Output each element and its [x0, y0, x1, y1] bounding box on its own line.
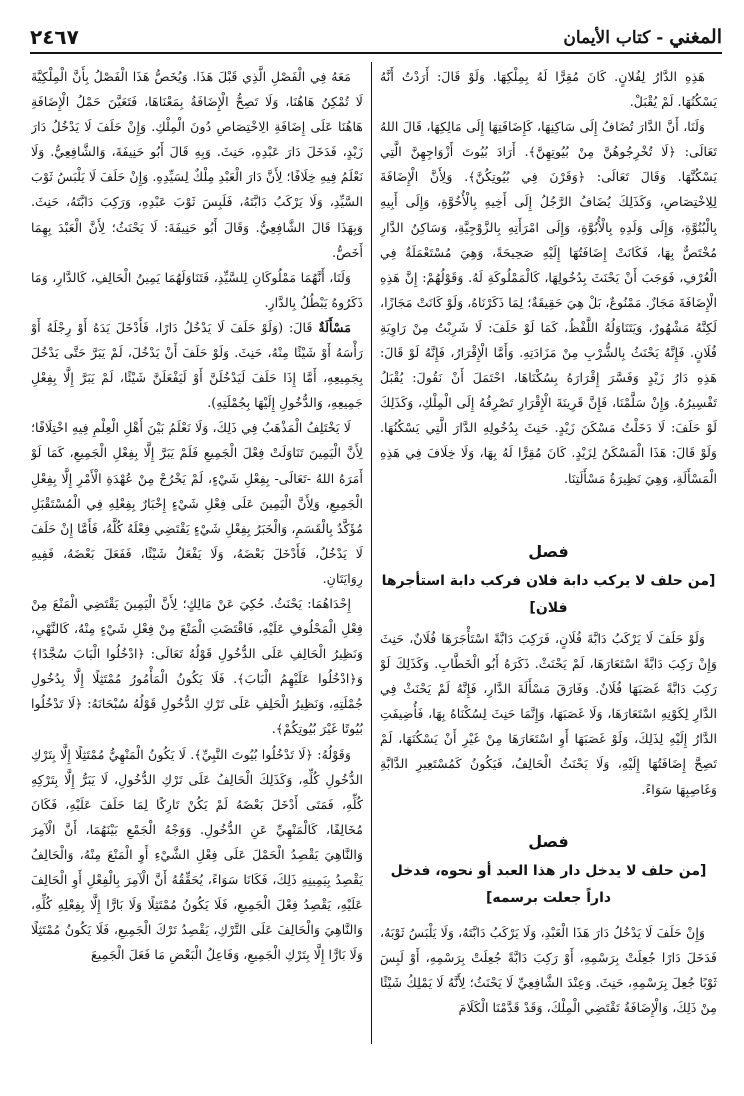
- page-header: [30, 22, 722, 54]
- paragraph: وَقَوْلُهُ: ﴿لَا تَدْخُلُوا بُيُوتَ النَّبِيِّ﴾. لَا يَكُونُ الْمَنْهِيُّ مُمْتَثِلًا إِلَّا بِتَرْكِ الدُّخُولِ كُلِّهِ، وَكَذَلِكَ الْحَالِفُ عَلَى تَرْكِ الدُّخُولِ، لَا يَبَرُّ إِلَّا بِتَرْكِهِ كُلِّهِ، فَمَتَى أَدْخَلَ بَعْضَهُ لَمْ يَكُنْ تَارِكًا لِمَا حَلَفَ عَلَيْهِ، فَكَانَ مُخَالِفًا، كَالْمَنْهِيِّ عَنِ الدُّخُولِ. وَوَجْهُ الْجَمْعِ بَيْنَهُمَا، أَنَّ الْآمِرَ وَالنَّاهِيَ يَقْصِدُ الْحَمْلَ عَلَى فِعْلِ الشَّيْءِ أَوِ الْمَنْعَ مِنْهُ، وَالْحَالِفُ يَقْصِدُ بِيَمِينِهِ ذَلِكَ، فَكَانَا سَوَاءً، يُحَقِّقُهُ أَنَّ الْآمِرَ بِالْفِعْلِ أَوِ الْحَالِفَ عَلَيْهِ، يَقْصِدُ فِعْلَ الْجَمِيعِ، فَلَا يَكُونُ مُمْتَثِلًا وَلَا بَارًّا إِلَّا بِفِعْلِهِ كُلِّهِ، وَالنَّاهِيَ وَالْحَالِفَ عَلَى التَّرْكِ، يَقْصِدُ تَرْكَ الْجَمِيعِ، فَلَا يَكُونُ مُمْتَثِلًا وَلَا بَارًّا إِلَّا بِتَرْكِ الْجَمِيعِ، وَفَاعِلُ الْبَعْضِ مَا فَعَلَ الْجَمِيعَ: [31, 746, 363, 963]
- section-body: [380, 626, 717, 826]
- book-title: المغني: [669, 26, 722, 48]
- page-number: ٢٤٦٧: [30, 25, 79, 49]
- chapter-title: كتاب الأيمان: [563, 28, 651, 48]
- paragraph: مَعَهُ فِي الْفَصْلِ الَّذِي قَبْلَ هَذَا. وَيُخَصُّ هَذَا الْفَصْلُ بِأَنَّ الْمِلْكِيَّةَ لَا تُمْكِنُ هَاهُنَا، وَلَا تَصِحُّ الْإِضَافَةُ بِمَعْنَاهَا، فَتَعَيَّنَ حَمْلُ الْإِضَافَةِ هَاهُنَا عَلَى إِضَافَةِ الِاخْتِصَاصِ دُونَ الْمِلْكِ. وَإِنْ حَلَفَ لَا يَدْخُلُ دَارَ زَيْدٍ، فَدَخَلَ دَارَ عَبْدِهِ، حَنِثَ. وَبِهِ قَالَ أَبُو حَنِيفَةَ، وَالشَّافِعِيُّ. وَلَا نَعْلَمُ فِيهِ خِلَافًا؛ لِأَنَّ دَارَ الْعَبْدِ مِلْكٌ لِسَيِّدِهِ. وَإِنْ حَلَفَ لَا يَلْبَسُ ثَوْبَ السَّيِّدِ، وَلَا يَرْكَبُ دَابَّتَهُ، فَلَبِسَ ثَوْبَ عَبْدِهِ، وَرَكِبَ دَابَّتَهُ، حَنِثَ. وَبِهَذَا قَالَ الشَّافِعِيُّ. وَقَالَ أَبُو حَنِيفَةَ: لَا يَحْنَثُ؛ لِأَنَّ الْعَبْدَ بِهِمَا أَخَصُّ.: [31, 69, 363, 260]
- masala-label: مَسْأَلَةٌ: [318, 319, 351, 335]
- right-column: [380, 64, 717, 544]
- running-title: [563, 26, 722, 48]
- paragraph: وَلَنَا، أَنَّهُمَا مَمْلُوكَانِ لِلسَّيِّدِ، فَتَنَاوَلَهُمَا يَمِينُ الْحَالِفِ، كَالدَّارِ، وَمَا ذَكَرُوهُ يَبْطُلُ بِالدَّارِ.: [31, 269, 363, 310]
- masala-text: قَالَ: (وَلَوْ حَلَفَ لَا يَدْخُلُ دَارًا، فَأَدْخَلَ يَدَهُ أَوْ رِجْلَهُ أَوْ رَأْسَهُ أَوْ شَيْئًا مِنْهُ، حَنِثَ. وَلَوْ حَلَفَ أَنْ يَدْخُلَ، لَمْ يَبَرَّ حَتَّى يَدْخُلَ بِجَمِيعِهِ، أَمَّا إِذَا حَلَفَ لَيَدْخُلَنَّ أَوْ لَيَفْعَلَنَّ شَيْئًا، لَمْ يَبَرَّ إِلَّا بِفِعْلِ جَمِيعِهِ، وَالدُّخُولِ إِلَيْهَا بِجُمْلَتِهِ).: [31, 319, 363, 411]
- column-divider: [371, 62, 372, 1044]
- left-column: [31, 64, 363, 1084]
- section-title: [من حلف لا يدخل دار هذا العبد أو نحوه، فدخل داراً جعلت برسمه]: [390, 863, 707, 906]
- paragraph: وَإِنْ حَلَفَ لَا يَدْخُلُ دَارَ هَذَا الْعَبْدِ، وَلَا يَرْكَبُ دَابَّتَهُ، وَلَا يَلْبَسُ ثَوْبَهُ، فَدَخَلَ دَارًا جُعِلَتْ بِرَسْمِهِ، أَوْ رَكِبَ دَابَّةً جُعِلَتْ بِرَسْمِهِ، أَوْ لَبِسَ ثَوْبًا جُعِلَ بِرَسْمِهِ، حَنِثَ. وَعِنْدَ الشَّافِعِيِّ لَا يَحْنَثُ؛ لِأَنَّهُ لَا يَمْلِكُ شَيْئًا مِنْ ذَلِكَ، وَالْإِضَافَةُ تَقْتَضِي الْمِلْكَ، وَقَدْ قَدَّمْنَا الْكَلَامَ: [380, 925, 717, 1016]
- paragraph: لَا يَخْتَلِفُ الْمَذْهَبُ فِي ذَلِكَ، وَلَا نَعْلَمُ بَيْنَ أَهْلِ الْعِلْمِ فِيهِ اخْتِلَافًا؛ لِأَنَّ الْيَمِينَ تَنَاوَلَتْ فِعْلَ الْجَمِيعِ فَلَمْ يَبَرَّ إِلَّا بِفِعْلِ الْجَمِيعِ، كَمَا لَوْ أَمَرَهُ اللهُ -تَعَالَى- بِفِعْلِ شَيْءٍ، لَمْ يَخْرُجْ مِنْ عُهْدَةِ الْأَمْرِ إِلَّا بِفِعْلِ الْجَمِيعِ، وَلِأَنَّ الْيَمِينَ عَلَى فِعْلِ شَيْءٍ إِخْبَارٌ بِفِعْلِهِ فِي الْمُسْتَقْبَلِ مُؤَكَّدٌ بِالْقَسَمِ، وَالْخَبَرُ بِفِعْلِ شَيْءٍ يَقْتَضِي فِعْلَهُ كُلَّهُ، فَأَمَّا إِنْ حَلَفَ لَا يَدْخُلُ، فَأَدْخَلَ بَعْضَهُ، وَلَا يَفْعَلُ شَيْئًا، فَفَعَلَ بَعْضَهُ، فَفِيهِ رِوَايَتَانِ.: [31, 420, 363, 586]
- masala-paragraph: [31, 315, 363, 415]
- section-heading: فصل: [528, 542, 569, 561]
- section-body: [380, 920, 717, 1050]
- section-heading: فصل: [528, 832, 569, 851]
- section-title: [من حلف لا يركب دابة فلان فركب دابة استأجرها فلان]: [381, 573, 716, 616]
- paragraph: وَلَوْ حَلَفَ لَا يَرْكَبُ دَابَّةَ فُلَانٍ، فَرَكِبَ دَابَّةً اسْتَأْجَرَهَا فُلَانٌ، حَنِثَ وَإِنْ رَكِبَ دَابَّةً اسْتَعَارَهَا، لَمْ يَحْنَثْ. ذَكَرَهُ أَبُو الْخَطَّابِ. وَكَذَلِكَ لَوْ رَكِبَ دَابَّةً غَصَبَهَا فُلَانٌ. وَفَارَقَ مَسْأَلَةَ الدَّارِ، فَإِنَّهُ لَمْ يَحْنَثْ فِي الدَّارِ لِكَوْنِهِ اسْتَعَارَهَا، وَلَا غَصَبَهَا، وَإِنَّمَا حَنِثَ لِسُكْنَاهُ بِهَا، فَأُضِيفَتِ الدَّارُ إِلَيْهِ لِذَلِكَ، وَلَوْ غَصَبَهَا أَوِ اسْتَعَارَهَا مِنْ غَيْرِ أَنْ يَسْكُنَهَا، لَمْ تَصِحَّ إِضَافَتُهَا إِلَيْهِ، وَلَا يَحْنَثُ الْحَالِفُ، فَيَكُونُ كَمُسْتَعِيرِ الدَّابَّةِ وَغَاصِبِهَا سَوَاءً.: [380, 631, 717, 797]
- paragraph: إِحْدَاهُمَا: يَحْنَثُ. حُكِيَ عَنْ مَالِكٍ؛ لِأَنَّ الْيَمِينَ يَقْتَضِي الْمَنْعَ مِنْ فِعْلِ الْمَحْلُوفِ عَلَيْهِ، فَاقْتَضَتِ الْمَنْعَ مِنْ فِعْلِ شَيْءٍ مِنْهُ، كَالنَّهْيِ، وَنَظِيرُ الْحَالِفِ عَلَى الدُّخُولِ قَوْلُهُ تَعَالَى: ﴿ادْخُلُوا الْبَابَ سُجَّدًا﴾ وَ﴿ادْخُلُوا عَلَيْهِمُ الْبَابَ﴾. فَلَا يَكُونُ الْمَأْمُورُ مُمْتَثِلًا إِلَّا بِدُخُولِ جُمْلَتِهِ، وَنَظِيرُ الْحَلِفِ عَلَى تَرْكِ الدُّخُولِ قَوْلُهُ سُبْحَانَهُ: ﴿لَا تَدْخُلُوا بُيُوتًا غَيْرَ بُيُوتِكُمْ﴾.: [31, 595, 363, 737]
- paragraph: وَلَنَا، أَنَّ الدَّارَ تُضَافُ إِلَى سَاكِنِهَا، كَإِضَافَتِهَا إِلَى مَالِكِهَا، قَالَ اللهُ تَعَالَى: ﴿لَا تُخْرِجُوهُنَّ مِنْ بُيُوتِهِنَّ﴾. أَرَادَ بُيُوتَ أَزْوَاجِهِنَّ الَّتِي يَسْكُنَّهَا. وَقَالَ تَعَالَى: ﴿وَقَرْنَ فِي بُيُوتِكُنَّ﴾. وَلِأَنَّ الْإِضَافَةَ لِلِاخْتِصَاصِ، وَكَذَلِكَ يُضَافُ الرَّجُلُ إِلَى أَخِيهِ بِالْأُخُوَّةِ، وَإِلَى أَبِيهِ بِالْبُنُوَّةِ، وَإِلَى وَلَدِهِ بِالْأُبُوَّةِ، وَإِلَى امْرَأَتِهِ بِالزَّوْجِيَّةِ، وَسَاكِنُ الدَّارِ مُخْتَصٌّ بِهَا، فَكَانَتْ إِضَافَتُهَا إِلَيْهِ صَحِيحَةً، وَهِيَ مُسْتَعْمَلَةٌ فِي الْعُرْفِ، فَوَجَبَ أَنْ يَحْنَثَ بِدُخُولِهَا، كَالْمَمْلُوكَةِ لَهُ. وَقَوْلُهُمْ: إِنَّ هَذِهِ الْإِضَافَةَ مَجَازٌ. مَمْنُوعٌ، بَلْ هِيَ حَقِيقَةٌ؛ لِمَا ذَكَرْنَاهُ، وَلَوْ كَانَتْ مَجَازًا، لَكِنَّهُ مَشْهُورٌ، وَيَتَنَاوَلُهُ اللَّفْظُ، كَمَا لَوْ حَلَفَ: لَا شَرِبْتُ مِنْ رَاوِيَةِ فُلَانٍ. فَإِنَّهُ يَحْنَثُ بِالشُّرْبِ مِنْ مَزَادَتِهِ. وَأَمَّا الْإِقْرَارُ، فَإِنَّهُ لَوْ قَالَ: هَذِهِ دَارُ زَيْدٍ وَفَسَّرَ إِقْرَارَهُ بِسُكْنَاهَا، احْتَمَلَ أَنْ نَقُولَ: يُقْبَلُ تَفْسِيرُهُ. وَإِنْ سَلَّمْنَا، فَإِنَّ قَرِينَةَ الْإِقْرَارِ تَصْرِفُهُ إِلَى الْمِلْكِ، وَكَذَلِكَ لَوْ حَلَفَ: لَا دَخَلْتُ مَسْكَنَ زَيْدٍ. حَنِثَ بِدُخُولِهِ الدَّارَ الَّتِي يَسْكُنُهَا. وَلَوْ قَالَ: هَذَا الْمَسْكَنُ لِزَيْدٍ. كَانَ مُقِرًّا لَهُ بِهَا، وَلَا خِلَافَ فِي هَذِهِ الْمَسْأَلَةِ، وَهِيَ نَظِيرَةُ مَسْأَلَتِنَا.: [380, 119, 717, 486]
- title-separator: -: [656, 28, 664, 48]
- paragraph: هَذِهِ الدَّارُ لِفُلانٍ. كَانَ مُقِرًّا لَهُ بِمِلْكِهَا. وَلَوْ قَالَ: أَرَدْتُ أَنَّهُ يَسْكُنُهَا. لَمْ يُقْبَلْ.: [380, 69, 717, 110]
